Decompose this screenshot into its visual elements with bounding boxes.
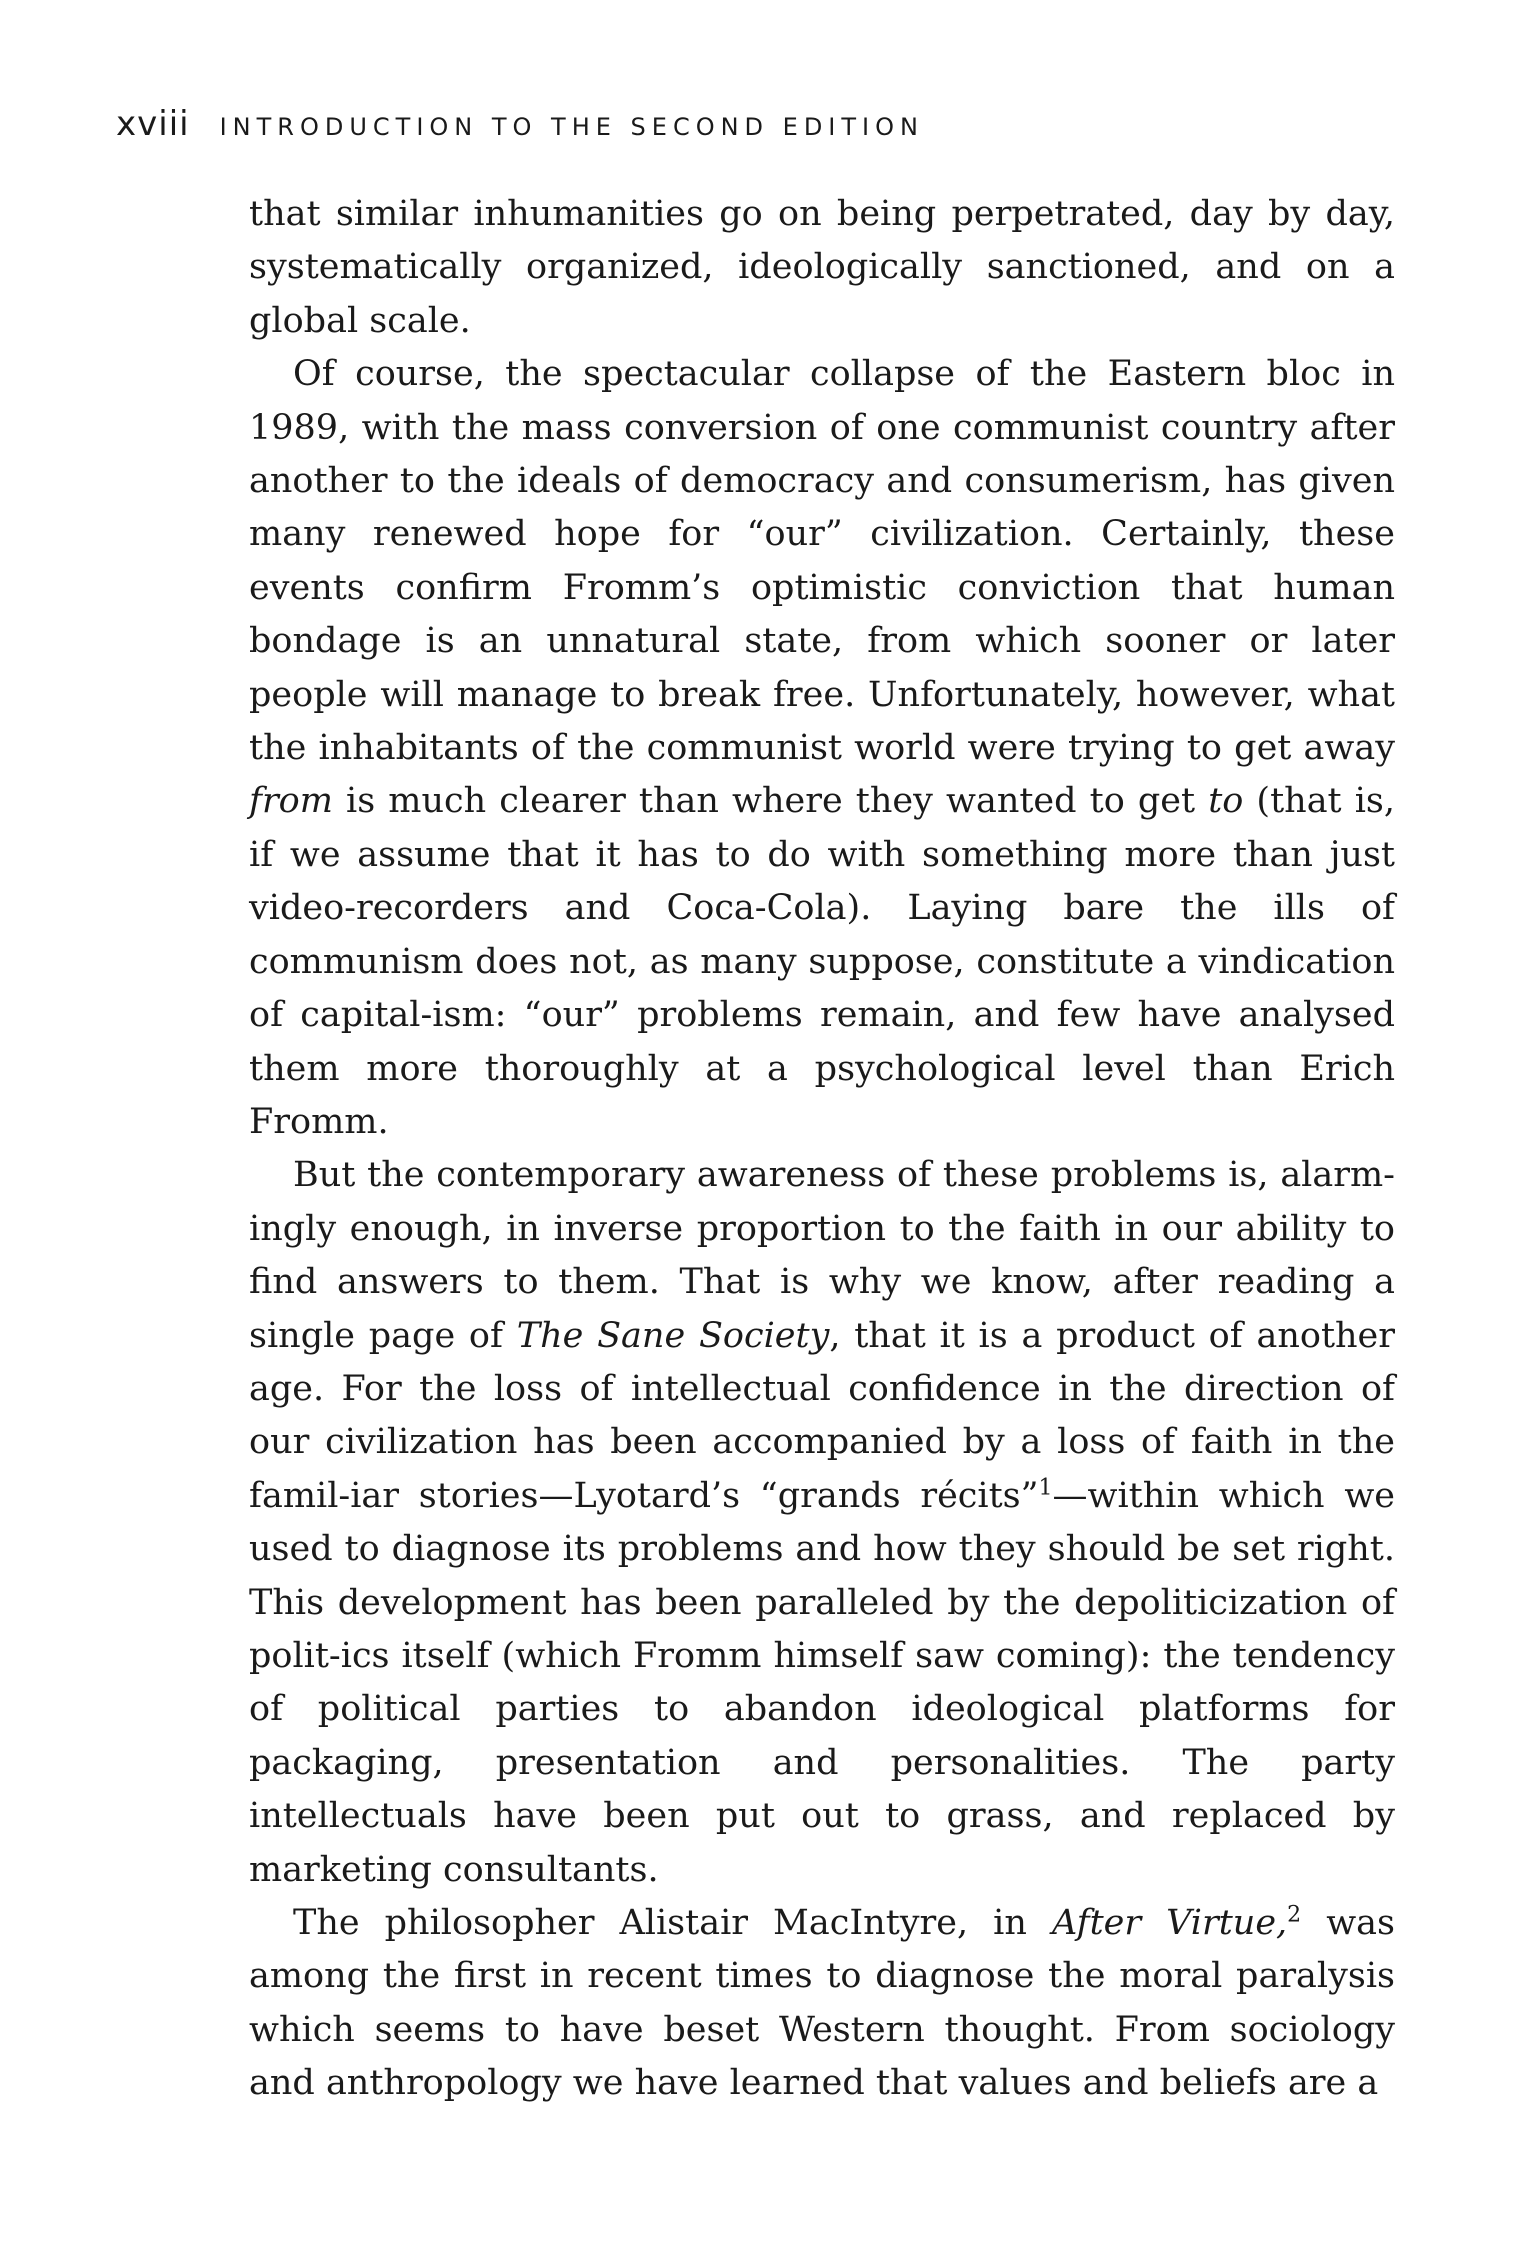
paragraph-2-text-a: Of course, the spectacular collapse of the Eastern bloc in 1989, with the mass conversion of one communist country after another to the ideals of democracy and consumerism, has given many renewed hope for “our” civilization. Certainly, these events confirm Fromm’s optimistic conviction that human bondage is an unnatural state, from which sooner or later people will manage to break free. Unfortunately, however, what the inhabitants of the communist world were trying to get away xyxy=(249,354,1395,769)
paragraph-4-text-a: The philosopher Alistair MacIntyre, in xyxy=(293,1903,1052,1943)
emphasis-from: from xyxy=(249,781,333,822)
paragraph-2-text-c: (that is, if we assume that it has to do with something more than just video-recorders and Coca-Cola). Laying bare the ills of communism does not, as many suppose, constitute a vindication of capital-ism: “our” problems remain, and few have analysed them more thoroughly at a psychological level than Erich Fromm. xyxy=(249,781,1396,1142)
page-number: xviii xyxy=(116,104,190,144)
paragraph-4-text-b: was among the first in recent times to diagnose the moral paralysis which seems to have beset Western thought. From sociology and anthropology we have learned that values and beliefs are a xyxy=(249,1903,1395,2104)
paragraph-2-text-b: is much clearer than where they wanted to get xyxy=(332,781,1209,822)
paragraph-4 xyxy=(249,1897,1395,2111)
running-header xyxy=(116,104,1396,154)
paragraph-2 xyxy=(249,348,1395,1149)
footnote-ref-2: 2 xyxy=(1287,1902,1302,1928)
running-title: INTRODUCTION TO THE SECOND EDITION xyxy=(219,113,924,141)
emphasis-to: to xyxy=(1208,781,1244,822)
paragraph-3 xyxy=(249,1149,1395,1897)
book-title-the-sane-society: The Sane Society xyxy=(516,1315,830,1356)
paragraph-3-text-a: But the contemporary awareness of these problems is, alarm-ingly enough, in inverse proportion to the faith in our ability to find answers to them. That is why we know, after reading a single page of xyxy=(249,1155,1395,1356)
paragraph-1 xyxy=(249,188,1395,348)
book-title-after-virtue: After Virtue, xyxy=(1051,1903,1288,1943)
footnote-ref-1: 1 xyxy=(1038,1475,1053,1501)
paragraph-3-text-b: , that it is a product of another age. For the loss of intellectual confidence in the direction of our civilization has been accompanied by a loss of faith in the famil-iar stories—Lyotard’s “grands récits” xyxy=(249,1315,1396,1516)
body-text xyxy=(249,188,1395,2111)
paragraph-3-text-c: —within which we used to diagnose its problems and how they should be set right. This development has been paralleled by the depoliticization of polit-ics itself (which Fromm himself saw coming): the tendency of political parties to abandon ideological platforms for packaging, presentation and personalities. The party intellectuals have been put out to grass, and replaced by marketing consultants. xyxy=(249,1475,1395,1890)
paragraph-1-text: that similar inhumanities go on being perpetrated, day by day, systematically organized, ideologically sanctioned, and on a global scale. xyxy=(249,194,1395,341)
